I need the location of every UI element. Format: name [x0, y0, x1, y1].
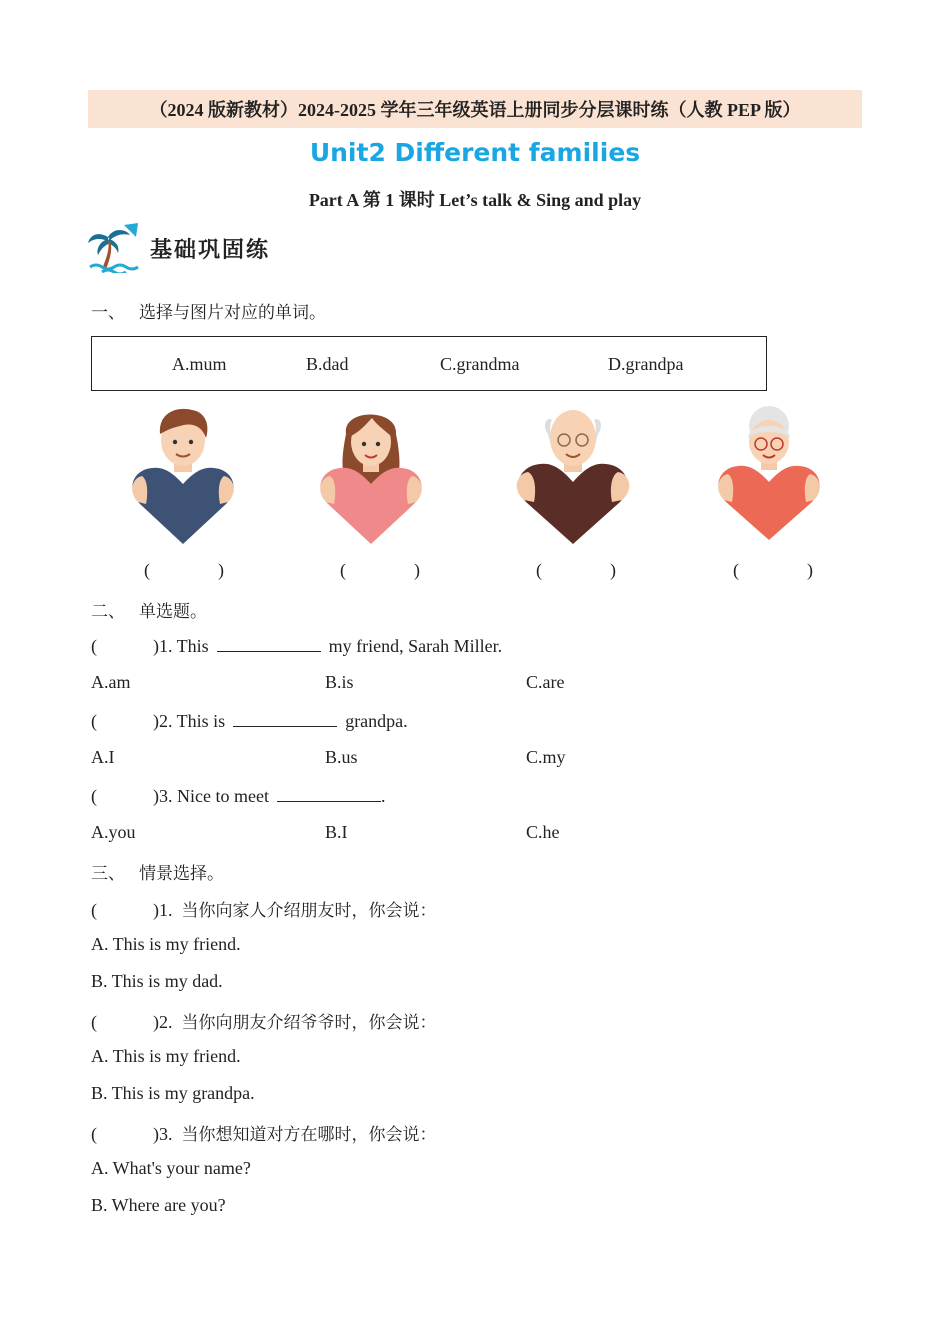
answer-paren-open[interactable]: (: [91, 786, 97, 806]
scenario-option-b: B. This is my dad.: [91, 971, 223, 991]
choice-a: A.I: [91, 747, 115, 767]
answer-paren-open[interactable]: (: [91, 1124, 97, 1144]
answer-paren-2[interactable]: ( ): [340, 560, 420, 580]
question-tail: my friend, Sarah Miller.: [328, 636, 503, 656]
answer-paren-open[interactable]: (: [91, 900, 97, 920]
question-stem: )1. This: [153, 636, 209, 656]
answer-blank[interactable]: [217, 635, 321, 652]
header-band-text: （2024 版新教材）2024-2025 学年三年级英语上册同步分层课时练（人教 PEP 版）: [149, 100, 801, 120]
answer-paren-open[interactable]: (: [91, 1012, 97, 1032]
word-options-box: [91, 336, 767, 391]
question-number: )2.: [153, 1012, 173, 1032]
question-prompt: 当你向家人介绍朋友时，你会说：: [181, 901, 437, 921]
section1-heading: [91, 298, 326, 323]
scenario-option-a: A. What's your name?: [91, 1158, 251, 1178]
choice-a: A.you: [91, 822, 136, 842]
answer-paren-1[interactable]: ( ): [144, 560, 224, 580]
section2-number: 二、: [91, 602, 125, 622]
scenario-question-3: [91, 1120, 437, 1145]
mum-figure: [306, 404, 436, 550]
scenario-option-a: A. This is my friend.: [91, 1046, 241, 1066]
scenario-option-b: B. Where are you?: [91, 1195, 226, 1215]
choice-a: A.am: [91, 672, 131, 692]
answer-paren-open[interactable]: (: [91, 636, 97, 656]
question-tail: .: [380, 786, 386, 806]
option-b: B.dad: [306, 354, 349, 374]
answer-blank[interactable]: [277, 785, 381, 802]
choice-c: C.he: [526, 822, 560, 842]
option-d: D.grandpa: [608, 354, 684, 374]
choice-b: B.us: [325, 747, 358, 767]
answer-paren-open[interactable]: (: [91, 711, 97, 731]
scenario-question-2: [91, 1008, 437, 1033]
section1-title: 选择与图片对应的单词。: [139, 303, 326, 323]
question-prompt: 当你向朋友介绍爷爷时，你会说：: [181, 1013, 437, 1033]
grandma-figure: [704, 404, 834, 550]
section3-title: 情景选择。: [139, 864, 224, 884]
choice-b: B.is: [325, 672, 354, 692]
section1-number: 一、: [91, 303, 125, 323]
palm-tree-icon: [88, 223, 140, 273]
question-tail: grandpa.: [345, 711, 408, 731]
choice-c: C.my: [526, 747, 566, 767]
answer-paren-3[interactable]: ( ): [536, 560, 616, 580]
mc-question-1: [91, 635, 502, 657]
question-prompt: 当你想知道对方在哪时，你会说：: [181, 1125, 437, 1145]
choice-c: C.are: [526, 672, 565, 692]
choice-b: B.I: [325, 822, 348, 842]
question-number: )3.: [153, 1124, 173, 1144]
banner-label: 基础巩固练: [150, 237, 271, 263]
answer-blank[interactable]: [233, 710, 337, 727]
mc-question-3: [91, 785, 385, 807]
section2-heading: [91, 597, 207, 622]
grandpa-figure: [508, 404, 638, 550]
unit-title: Unit2 Different families: [309, 138, 641, 167]
option-c: C.grandma: [440, 354, 520, 374]
section3-number: 三、: [91, 864, 125, 884]
dad-figure: [118, 404, 248, 550]
question-number: )1.: [153, 900, 173, 920]
question-stem: )3. Nice to meet: [153, 786, 269, 806]
header-band: [88, 90, 862, 128]
part-title: Part A 第 1 课时 Let’s talk & Sing and play: [308, 190, 642, 210]
scenario-option-b: B. This is my grandpa.: [91, 1083, 255, 1103]
scenario-question-1: [91, 896, 437, 921]
scenario-option-a: A. This is my friend.: [91, 934, 241, 954]
option-a: A.mum: [172, 354, 227, 374]
answer-paren-4[interactable]: ( ): [733, 560, 813, 580]
section-banner: [88, 222, 270, 274]
section2-title: 单选题。: [139, 602, 207, 622]
question-stem: )2. This is: [153, 711, 226, 731]
mc-question-2: [91, 710, 408, 732]
section3-heading: [91, 859, 224, 884]
